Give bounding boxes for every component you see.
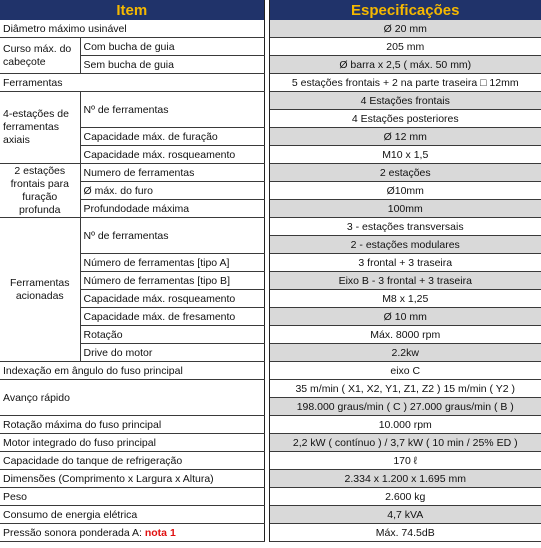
row-label: Drive do motor (80, 344, 264, 362)
note-link[interactable]: nota 1 (144, 526, 176, 539)
row-label: Peso (0, 488, 264, 506)
row-value: 5 estações frontais + 2 na parte traseira □ 12mm (269, 74, 541, 92)
row-label: Nº de ferramentas (80, 218, 264, 254)
row-value: 170 ℓ (269, 452, 541, 470)
pressao-label: Pressão sonora ponderada A: (3, 526, 145, 539)
row-label: Rotação (80, 326, 264, 344)
row-label: Consumo de energia elétrica (0, 506, 264, 524)
row-value: 2,2 kW ( contínuo ) / 3,7 kW ( 10 min / 25% ED ) (269, 434, 541, 452)
row-label: Dimensões (Comprimento x Largura x Altura) (0, 470, 264, 488)
row-label: Numero de ferramentas (80, 164, 264, 182)
row-value: 205 mm (269, 38, 541, 56)
row-label: Profundodade máxima (80, 200, 264, 218)
item-header: Item (0, 0, 264, 20)
row-value: Ø 10 mm (269, 308, 541, 326)
row-label: Motor integrado do fuso principal (0, 434, 264, 452)
table-row (0, 452, 541, 470)
row-value: 4 Estações frontais (269, 92, 541, 110)
row-value: 2 - estações modulares (269, 236, 541, 254)
table-row (0, 488, 541, 506)
row-value: 4,7 kVA (269, 506, 541, 524)
row-value: 4 Estações posteriores (269, 110, 541, 128)
group-label: Ferramentas acionadas (0, 218, 80, 362)
row-value: 2 estações (269, 164, 541, 182)
table-row (0, 326, 541, 344)
row-value: Ø barra x 2,5 ( máx. 50 mm) (269, 56, 541, 74)
row-label: Rotação máxima do fuso principal (0, 416, 264, 434)
row-value: 3 - estações transversais (269, 218, 541, 236)
row-label: Capacidade máx. rosqueamento (80, 290, 264, 308)
table-row (0, 146, 541, 164)
table-row (0, 128, 541, 146)
row-value: 2.600 kg (269, 488, 541, 506)
row-value: Eixo B - 3 frontal + 3 traseira (269, 272, 541, 290)
row-label: Avanço rápido (0, 380, 264, 416)
table-row (0, 92, 541, 110)
table-row (0, 524, 541, 542)
table-row (0, 362, 541, 380)
row-label: Capacidade máx. rosqueamento (80, 146, 264, 164)
row-label: Capacidade máx. de fresamento (80, 308, 264, 326)
table-row (0, 218, 541, 236)
row-value: eixo C (269, 362, 541, 380)
row-value: Máx. 8000 rpm (269, 326, 541, 344)
group-label: Curso máx. do cabeçote (0, 38, 80, 74)
table-row (0, 308, 541, 326)
row-value: 2.2kw (269, 344, 541, 362)
table-row (0, 290, 541, 308)
table-row (0, 416, 541, 434)
table-row (0, 164, 541, 182)
row-label: Ferramentas (0, 74, 264, 92)
row-label: Diâmetro máximo usinável (0, 20, 264, 38)
row-label: Número de ferramentas [tipo B] (80, 272, 264, 290)
table-row (0, 56, 541, 74)
table-row (0, 38, 541, 56)
group-label: 2 estações frontais para furação profunda (0, 164, 80, 218)
table-row (0, 74, 541, 92)
table-row (0, 254, 541, 272)
table-row (0, 380, 541, 398)
row-value: 2.334 x 1.200 x 1.695 mm (269, 470, 541, 488)
row-value: Ø10mm (269, 182, 541, 200)
row-label: Nº de ferramentas (80, 92, 264, 128)
row-value: 100mm (269, 200, 541, 218)
table-header (0, 0, 541, 20)
table-row (0, 344, 541, 362)
row-value: 3 frontal + 3 traseira (269, 254, 541, 272)
row-label (0, 524, 264, 542)
row-label: Número de ferramentas [tipo A] (80, 254, 264, 272)
row-label: Com bucha de guia (80, 38, 264, 56)
table-row (0, 272, 541, 290)
row-value: Ø 12 mm (269, 128, 541, 146)
row-value: Máx. 74.5dB (269, 524, 541, 542)
table-row (0, 20, 541, 38)
row-value: 198.000 graus/min ( C ) 27.000 graus/min ( B ) (269, 398, 541, 416)
row-label: Ø máx. do furo (80, 182, 264, 200)
group-label: 4-estações de ferramentas axiais (0, 92, 80, 164)
row-label: Sem bucha de guia (80, 56, 264, 74)
row-value: M8 x 1,25 (269, 290, 541, 308)
row-value: M10 x 1,5 (269, 146, 541, 164)
row-value: 35 m/min ( X1, X2, Y1, Z1, Z2 ) 15 m/min ( Y2 ) (269, 380, 541, 398)
row-value: Ø 20 mm (269, 20, 541, 38)
row-value: 10.000 rpm (269, 416, 541, 434)
row-label: Capacidade do tanque de refrigeração (0, 452, 264, 470)
table-row (0, 434, 541, 452)
row-label: Indexação em ângulo do fuso principal (0, 362, 264, 380)
spec-header: Especificações (269, 0, 541, 20)
table-row (0, 470, 541, 488)
table-row (0, 506, 541, 524)
table-row (0, 200, 541, 218)
table-row (0, 182, 541, 200)
row-label: Capacidade máx. de furação (80, 128, 264, 146)
